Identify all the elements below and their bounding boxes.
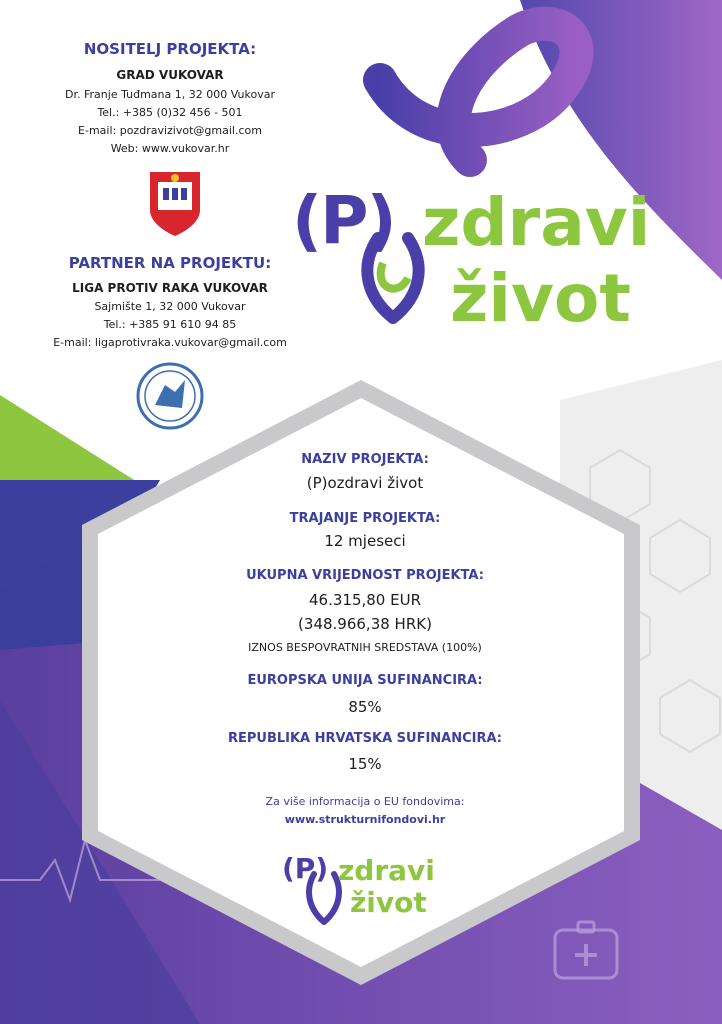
- hr-cofinance-label: REPUBLIKA HRVATSKA SUFINANCIRA:: [227, 731, 503, 746]
- project-duration-value: 12 mjeseci: [324, 532, 406, 550]
- holder-email[interactable]: E-mail: pozdravizivot@gmail.com: [78, 124, 262, 137]
- logo-small-line1: zdravi: [338, 854, 435, 887]
- project-name-label: NAZIV PROJEKTA:: [301, 452, 429, 467]
- eu-cofinance-label: EUROPSKA UNIJA SUFINANCIRA:: [247, 673, 483, 688]
- eu-cofinance-value: 85%: [348, 698, 382, 716]
- project-grant-note: IZNOS BESPOVRATNIH SREDSTAVA (100%): [248, 641, 482, 654]
- more-info-text: Za više informacija o EU fondovima:: [265, 795, 465, 808]
- holder-name: GRAD VUKOVAR: [116, 68, 224, 82]
- logo-small-p: (P): [282, 852, 329, 885]
- partner-phone: Tel.: +385 91 610 94 85: [103, 318, 237, 331]
- holder-address: Dr. Franje Tuđmana 1, 32 000 Vukovar: [65, 88, 275, 101]
- logo-large-line2: život: [450, 260, 631, 337]
- project-name-value: (P)ozdravi život: [306, 474, 424, 492]
- project-duration-label: TRAJANJE PROJEKTA:: [289, 511, 441, 526]
- hr-cofinance-value: 15%: [348, 755, 382, 773]
- project-total-hrk: (348.966,38 HRK): [298, 615, 432, 633]
- more-info-link[interactable]: www.strukturnifondovi.hr: [284, 813, 446, 826]
- holder-label: NOSITELJ PROJEKTA:: [83, 40, 257, 58]
- partner-email[interactable]: E-mail: ligaprotivraka.vukovar@gmail.com: [53, 336, 287, 349]
- logo-large-line1: zdravi: [422, 184, 651, 261]
- logo-small-line2: život: [350, 886, 427, 919]
- holder-phone: Tel.: +385 (0)32 456 - 501: [97, 106, 243, 119]
- partner-address: Sajmište 1, 32 000 Vukovar: [94, 300, 246, 313]
- logo-large-p: (P): [292, 182, 395, 259]
- project-total-eur: 46.315,80 EUR: [309, 591, 421, 609]
- partner-name: LIGA PROTIV RAKA VUKOVAR: [72, 281, 268, 295]
- logo-large: [292, 182, 712, 342]
- holder-web[interactable]: Web: www.vukovar.hr: [110, 142, 230, 155]
- grad-vukovar-crest: [150, 172, 200, 236]
- logo-small: [282, 852, 452, 922]
- partner-label: PARTNER NA PROJEKTU:: [68, 254, 272, 272]
- project-total-label: UKUPNA VRIJEDNOST PROJEKTA:: [246, 568, 484, 583]
